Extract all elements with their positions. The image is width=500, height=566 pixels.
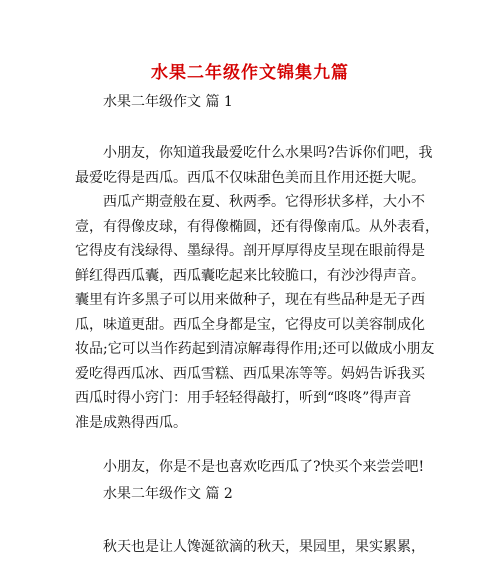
- text-line: 爱吃得西瓜冰、西瓜雪糕、西瓜果冻等等。妈妈告诉我买: [75, 365, 425, 382]
- text-line: 瓜，味道更甜。西瓜全身都是宝，它得皮可以美容制成化: [75, 316, 425, 333]
- text-line: 鲜红得西瓜囊，西瓜囊吃起来比较脆口，有沙沙得声音。: [75, 267, 425, 284]
- text-line: 妆品;它可以当作药起到清凉解毒得作用;还可以做成小朋友: [75, 341, 435, 357]
- text-line: 小朋友，你是不是也喜欢吃西瓜了?快买个来尝尝吧!: [103, 459, 425, 475]
- document-title: 水果二年级作文锦集九篇: [151, 63, 349, 83]
- text-line: 准是成熟得西瓜。: [75, 414, 187, 431]
- paragraph-description: [75, 190, 439, 435]
- paragraph-closing: [103, 455, 423, 480]
- section-heading-2: 水果二年级作文 篇 2: [103, 486, 233, 502]
- text-line: 西瓜时得小窍门：用手轻轻得敲打，听到“咚咚”得声音: [75, 390, 412, 406]
- text-line: 西瓜产期壹般在夏、秋两季。它得形状多样，大小不: [103, 194, 425, 210]
- text-line: 壹，有得像皮球，有得像椭圆，还有得像南瓜。从外表看，: [75, 218, 439, 235]
- section-heading-1: 水果二年级作文 篇 1: [103, 94, 233, 110]
- text-line: 小朋友，你知道我最爱吃什么水果吗?告诉你们吧，我: [103, 145, 433, 161]
- text-line: 秋天也是让人馋涎欲滴的秋天，果园里，果实累累，: [103, 539, 425, 555]
- paragraph-intro: [75, 141, 433, 190]
- text-line: 最爱吃得是西瓜。西瓜不仅味甜色美而且作用还挺大呢。: [75, 169, 425, 186]
- paragraph-autumn: [103, 535, 423, 560]
- text-line: 它得皮有浅绿得、墨绿得。剖开厚厚得皮呈现在眼前得是: [75, 243, 425, 259]
- text-line: 囊里有许多黑子可以用来做种子，现在有些品种是无子西: [75, 292, 425, 308]
